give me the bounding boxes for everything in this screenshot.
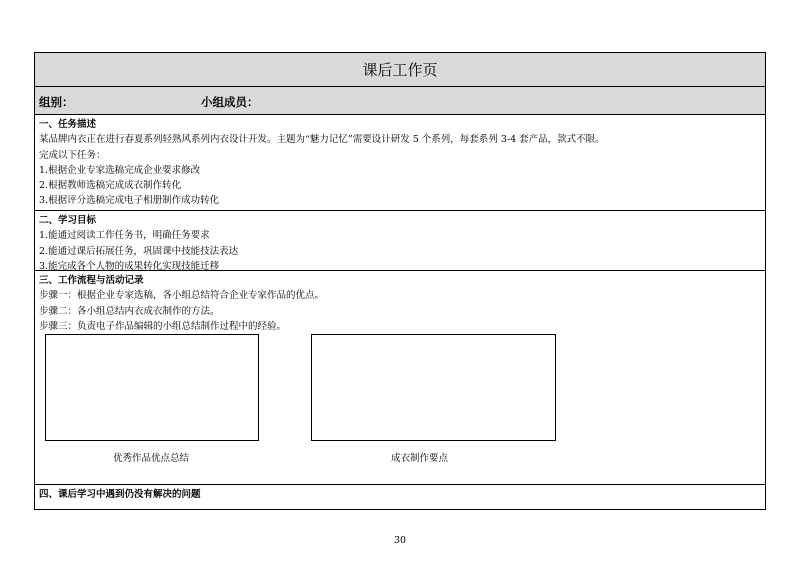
workflow-step: 步骤一：根据企业专家选稿，各小组总结符合企业专家作品的优点。	[39, 290, 325, 302]
goals-heading: 二、学习目标	[39, 215, 97, 226]
task-line: 2.根据教师选稿完成成衣制作转化	[39, 180, 182, 192]
task-section	[35, 115, 765, 211]
problems-heading: 四、课后学习中遇到仍没有解决的问题	[39, 489, 201, 500]
group-row	[35, 87, 765, 115]
workflow-step: 步骤二：各小组总结内衣成衣制作的方法。	[39, 305, 220, 317]
members-label: 小组成员：	[201, 95, 259, 109]
strengths-summary-box[interactable]	[45, 334, 259, 441]
workflow-step: 步骤三：负责电子作品编辑的小组总结制作过程中的经验。	[39, 320, 287, 332]
workflow-heading: 三、工作流程与活动记录	[39, 275, 144, 286]
garment-making-caption: 成衣制作要点	[391, 453, 449, 464]
task-line: 完成以下任务：	[39, 149, 106, 161]
task-line: 某品牌内衣正在进行春夏系列轻熟风系列内衣设计开发。主题为“魅力记忆”需要设计研发 5 个系列，每套系列 3-4 套产品，款式不限。	[39, 134, 605, 146]
task-line: 3.根据评分选稿完成电子相册制作成功转化	[39, 195, 220, 207]
page-number: 30	[393, 535, 407, 546]
task-heading: 一、任务描述	[39, 119, 97, 130]
task-line: 1.根据企业专家选稿完成企业要求修改	[39, 164, 201, 176]
garment-making-box[interactable]	[311, 334, 556, 441]
worksheet-title: 课后工作页	[35, 53, 765, 87]
goal-line: 3.能完成各个人物的成果转化实现技能迁移	[39, 260, 220, 272]
problems-section	[35, 485, 765, 509]
strengths-summary-caption: 优秀作品优点总结	[113, 453, 190, 464]
goal-line: 2.能通过课后拓展任务，巩固课中技能技法表达	[39, 245, 239, 257]
goal-line: 1.能通过阅读工作任务书，明确任务要求	[39, 230, 210, 242]
group-label: 组别：	[39, 95, 74, 109]
workflow-section	[35, 271, 765, 485]
goals-section	[35, 211, 765, 271]
worksheet-table	[34, 52, 766, 510]
